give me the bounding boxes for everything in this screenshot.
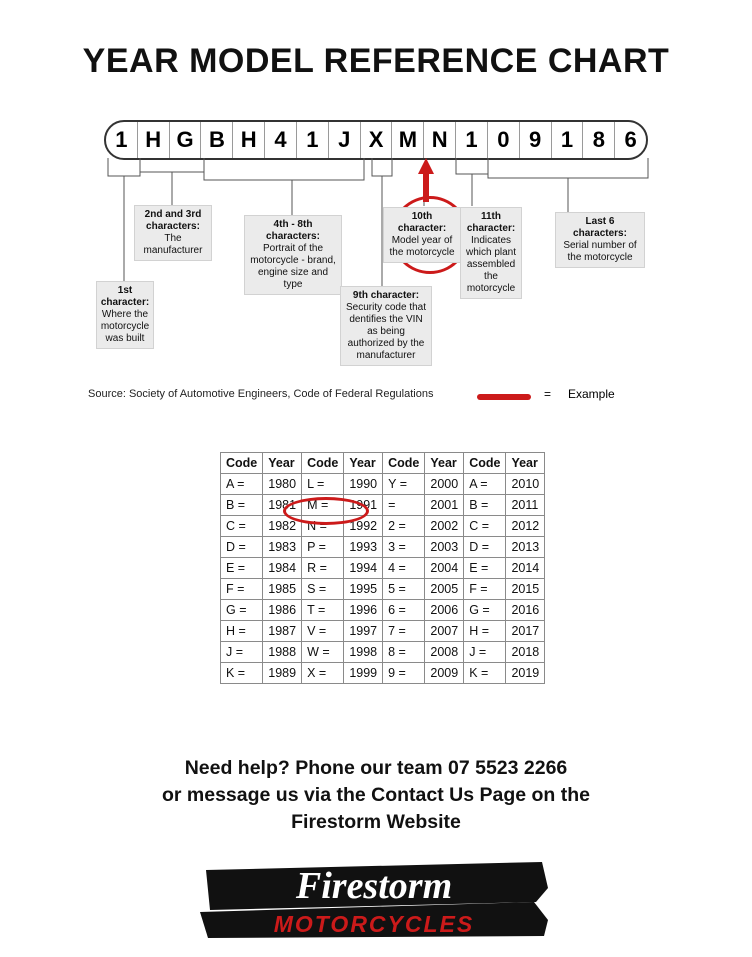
table-cell: E =: [221, 558, 263, 579]
table-cell: B =: [221, 495, 263, 516]
table-cell: 2014: [506, 558, 545, 579]
table-cell: 1995: [344, 579, 383, 600]
callout-11th-character: [460, 207, 522, 299]
table-cell: 6 =: [383, 600, 425, 621]
logo-wordmark-top: Firestorm: [295, 865, 453, 907]
table-cell: A =: [221, 474, 263, 495]
callout-1st-character: [96, 281, 154, 349]
table-cell: 2001: [425, 495, 464, 516]
vin-char: B: [201, 122, 233, 158]
table-cell: 1993: [344, 537, 383, 558]
vin-char: 1: [552, 122, 584, 158]
vin-char: 1: [106, 122, 138, 158]
page-title: YEAR MODEL REFERENCE CHART: [82, 42, 670, 80]
callout-heading: 1st character:: [100, 285, 150, 308]
vin-char: 8: [583, 122, 615, 158]
table-cell: 1998: [344, 642, 383, 663]
table-cell: 9 =: [383, 663, 425, 684]
table-cell: 2013: [506, 537, 545, 558]
table-cell: D =: [221, 537, 263, 558]
table-cell: H =: [464, 621, 506, 642]
callout-body: The manufacturer: [143, 233, 203, 256]
table-cell: C =: [464, 516, 506, 537]
callout-heading: 10th character:: [397, 211, 447, 234]
table-cell: R =: [302, 558, 344, 579]
table-cell: M =: [302, 495, 344, 516]
table-header-cell: Year: [263, 453, 302, 474]
table-cell: 2015: [506, 579, 545, 600]
callout-heading: 2nd and 3rd characters:: [144, 209, 202, 232]
vin-char: H: [138, 122, 170, 158]
vin-char: G: [170, 122, 202, 158]
table-row: [221, 537, 545, 558]
callout-last-6-characters: [555, 212, 645, 268]
vin-char: 0: [488, 122, 520, 158]
table-cell: 2003: [425, 537, 464, 558]
table-cell: Y =: [383, 474, 425, 495]
legend-example-label: Example: [568, 387, 615, 401]
footer-line-3: Firestorm Website: [291, 811, 461, 833]
table-row: [221, 663, 545, 684]
year-code-table-wrapper: [220, 452, 545, 684]
contact-footer: [0, 755, 752, 836]
table-cell: 2008: [425, 642, 464, 663]
table-row: [221, 642, 545, 663]
table-cell: 4 =: [383, 558, 425, 579]
table-cell: K =: [464, 663, 506, 684]
firestorm-motorcycles-logo: [196, 858, 556, 940]
callout-heading: Last 6 characters:: [573, 216, 627, 239]
table-cell: 1982: [263, 516, 302, 537]
table-cell: 2012: [506, 516, 545, 537]
callout-body: Indicates which plant assembled the motorcycle: [465, 235, 517, 294]
table-cell: 1986: [263, 600, 302, 621]
vin-char: N: [424, 122, 456, 158]
table-cell: X =: [302, 663, 344, 684]
table-row: [221, 621, 545, 642]
table-cell: 2009: [425, 663, 464, 684]
table-cell: 1994: [344, 558, 383, 579]
table-row: [221, 495, 545, 516]
callout-heading: 9th character:: [352, 290, 420, 301]
table-cell: J =: [221, 642, 263, 663]
table-cell: G =: [221, 600, 263, 621]
table-cell: D =: [464, 537, 506, 558]
table-cell: 1996: [344, 600, 383, 621]
vin-char: 9: [520, 122, 552, 158]
table-cell: B =: [464, 495, 506, 516]
year-code-table: [220, 452, 545, 684]
table-row: [221, 558, 545, 579]
vin-char: X: [361, 122, 393, 158]
vin-char: M: [392, 122, 424, 158]
table-cell: 1999: [344, 663, 383, 684]
table-header-cell: Year: [425, 453, 464, 474]
logo-wordmark-bottom: MOTORCYCLES: [273, 911, 475, 937]
vin-char: 1: [456, 122, 488, 158]
table-cell: 2016: [506, 600, 545, 621]
vin-character-bar: [104, 120, 648, 160]
table-header-cell: Code: [464, 453, 506, 474]
table-cell: 2018: [506, 642, 545, 663]
table-cell: 1988: [263, 642, 302, 663]
table-cell: 2 =: [383, 516, 425, 537]
table-cell: 8 =: [383, 642, 425, 663]
table-cell: 2005: [425, 579, 464, 600]
model-year-arrow-icon: [418, 158, 434, 202]
callout-body: Model year of the motorcycle: [389, 235, 455, 258]
table-row: [221, 600, 545, 621]
table-cell: 1981: [263, 495, 302, 516]
table-cell: S =: [302, 579, 344, 600]
table-header-cell: Code: [221, 453, 263, 474]
table-cell: 1987: [263, 621, 302, 642]
callout-2nd-3rd-characters: [134, 205, 212, 261]
callout-9th-character: [340, 286, 432, 366]
table-cell: 2000: [425, 474, 464, 495]
table-row: [221, 579, 545, 600]
table-cell: 1992: [344, 516, 383, 537]
table-cell: G =: [464, 600, 506, 621]
table-cell: 2006: [425, 600, 464, 621]
table-header-row: [221, 453, 545, 474]
vin-char: 1: [297, 122, 329, 158]
table-cell: A =: [464, 474, 506, 495]
table-cell: F =: [464, 579, 506, 600]
callout-heading: 11th character:: [466, 211, 516, 234]
table-row: [221, 516, 545, 537]
table-cell: W =: [302, 642, 344, 663]
table-cell: 1990: [344, 474, 383, 495]
table-header-cell: Code: [383, 453, 425, 474]
table-cell: K =: [221, 663, 263, 684]
vin-char: 6: [624, 127, 637, 152]
table-cell: N =: [302, 516, 344, 537]
table-cell: 1984: [263, 558, 302, 579]
callout-10th-character: [383, 207, 461, 263]
table-header-cell: Year: [506, 453, 545, 474]
table-header-cell: Year: [344, 453, 383, 474]
legend-example-swatch: [477, 394, 531, 400]
table-cell: 1980: [263, 474, 302, 495]
footer-line-1: Need help? Phone our team 07 5523 2266: [184, 757, 568, 779]
table-cell: V =: [302, 621, 344, 642]
table-cell: 5 =: [383, 579, 425, 600]
table-cell: C =: [221, 516, 263, 537]
table-cell: E =: [464, 558, 506, 579]
table-cell: F =: [221, 579, 263, 600]
table-cell: 7 =: [383, 621, 425, 642]
table-cell: 1983: [263, 537, 302, 558]
table-cell: =: [383, 495, 425, 516]
callout-body: Security code that dentifies the VIN as being authorized by the manufacturer: [345, 302, 427, 361]
table-cell: 2017: [506, 621, 545, 642]
callout-4th-8th-characters: [244, 215, 342, 295]
table-header-cell: Code: [302, 453, 344, 474]
table-cell: 3 =: [383, 537, 425, 558]
table-cell: 1989: [263, 663, 302, 684]
callout-body: Portrait of the motorcycle - brand, engine size and type: [250, 243, 336, 290]
callout-heading: 4th - 8th characters:: [266, 219, 320, 242]
vin-char: J: [329, 122, 361, 158]
table-cell: 2010: [506, 474, 545, 495]
footer-line-2: or message us via the Contact Us Page on the: [161, 784, 591, 806]
table-cell: 2004: [425, 558, 464, 579]
table-cell: L =: [302, 474, 344, 495]
callout-body: Serial number of the motorcycle: [563, 240, 637, 263]
table-cell: 1997: [344, 621, 383, 642]
callout-body: Where the motorcycle was built: [100, 309, 150, 344]
table-cell: 2002: [425, 516, 464, 537]
source-note: Source: Society of Automotive Engineers, Code of Federal Regulations: [88, 388, 434, 400]
table-cell: 2007: [425, 621, 464, 642]
table-cell: T =: [302, 600, 344, 621]
table-cell: 1991: [344, 495, 383, 516]
vin-char: 4: [265, 122, 297, 158]
table-cell: P =: [302, 537, 344, 558]
table-cell: J =: [464, 642, 506, 663]
vin-char: H: [233, 122, 265, 158]
table-cell: 1985: [263, 579, 302, 600]
table-row: [221, 474, 545, 495]
table-cell: 2019: [506, 663, 545, 684]
legend-equals-sign: =: [544, 387, 552, 401]
table-cell: H =: [221, 621, 263, 642]
table-cell: 2011: [506, 495, 545, 516]
